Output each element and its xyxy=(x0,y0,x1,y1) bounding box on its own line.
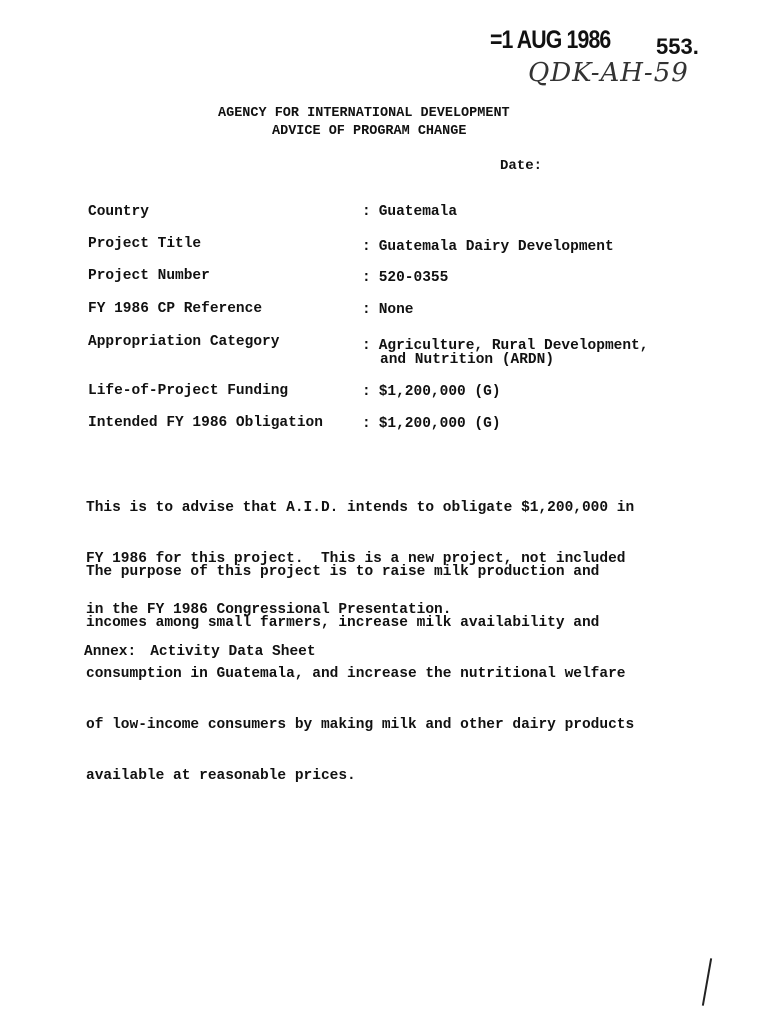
annex-label: Annex: xyxy=(84,644,137,660)
date-stamp: =1 AUG 1986 xyxy=(490,26,611,54)
paragraph-line: This is to advise that A.I.D. intends to obligate $1,200,000 in xyxy=(86,500,635,516)
annex-value: Activity Data Sheet xyxy=(150,644,316,660)
handwritten-note: QDK-AH-59 xyxy=(528,58,689,88)
agency-title: AGENCY FOR INTERNATIONAL DEVELOPMENT xyxy=(218,106,510,121)
document-title: ADVICE OF PROGRAM CHANGE xyxy=(272,124,467,139)
paragraph-line: in the FY 1986 Congressional Presentation. xyxy=(86,602,452,618)
pen-mark xyxy=(702,958,712,1006)
paragraph-line: FY 1986 for this project. This is a new project, not included xyxy=(86,551,626,567)
date-label: Date: xyxy=(500,158,543,174)
document-number: 553. xyxy=(656,34,699,59)
field-label: FY 1986 CP Reference xyxy=(88,301,263,317)
field-value: : 520-0355 xyxy=(362,270,449,286)
annex-line xyxy=(84,644,316,660)
paragraph-line: incomes among small farmers, increase milk availability and xyxy=(86,615,600,631)
field-label: Appropriation Category xyxy=(88,334,280,350)
field-label: Country xyxy=(88,204,149,220)
field-value: : $1,200,000 (G) xyxy=(362,384,501,400)
field-value-continued: and Nutrition (ARDN) xyxy=(380,352,555,368)
purpose-paragraph xyxy=(86,530,686,802)
field-label: Life-of-Project Funding xyxy=(88,383,289,399)
field-label: Project Number xyxy=(88,268,210,284)
field-label: Project Title xyxy=(88,236,202,252)
paragraph-line: of low-income consumers by making milk and other dairy products xyxy=(86,717,635,733)
paragraph-line: available at reasonable prices. xyxy=(86,768,356,784)
field-value: : None xyxy=(362,302,414,318)
field-value: : Agriculture, Rural Development, xyxy=(362,338,649,354)
field-label: Intended FY 1986 Obligation xyxy=(88,415,323,431)
field-value: : Guatemala Dairy Development xyxy=(362,239,614,255)
field-value: : $1,200,000 (G) xyxy=(362,416,501,432)
paragraph-line: The purpose of this project is to raise milk production and xyxy=(86,564,600,580)
paragraph-line: consumption in Guatemala, and increase the nutritional welfare xyxy=(86,666,626,682)
field-value: : Guatemala xyxy=(362,204,458,220)
